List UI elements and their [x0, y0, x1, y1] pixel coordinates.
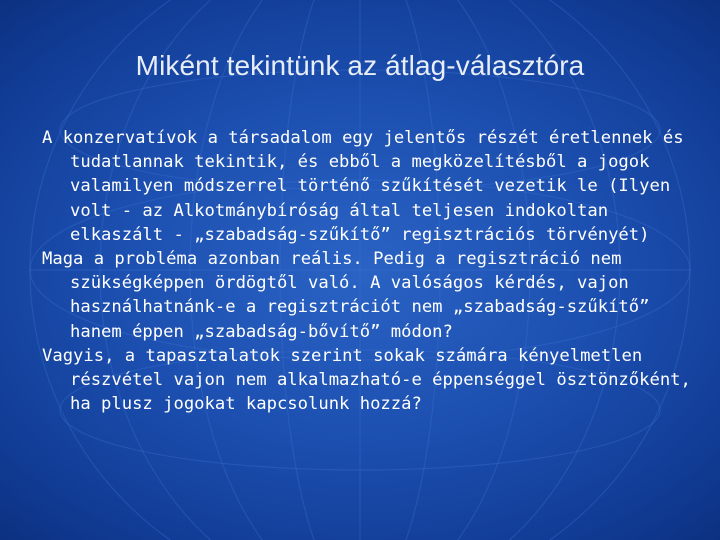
- paragraph-2: Maga a probléma azonban reális. Pedig a regisztráció nem szükségképpen ördögtől való. A valóságos kérdés, vajon használhatnánk-e a regisztrációt nem „szabadság-szűkítő” hanem éppen „szabadság-bővítő” módon?: [42, 249, 650, 342]
- paragraph-3: Vagyis, a tapasztalatok szerint sokak számára kényelmetlen részvétel vajon nem alkalmazható-e éppenséggel ösztönzőként, ha plusz jogokat kapcsolunk hozzá?: [42, 345, 691, 415]
- slide-body: [42, 126, 702, 416]
- paragraph-1: A konzervatívok a társadalom egy jelentős részét éretlennek és tudatlannak tekintik, és ebből a megközelítésből a jogok valamilyen módszerrel történő szűkítését vezetik le (Ilyen volt - az Alkotmánybíróság által teljesen indokoltan elkaszált - „szabadság-szűkítő” regisztrációs törvényét): [42, 128, 684, 245]
- slide-title: Miként tekintünk az átlag-választóra: [135, 50, 585, 81]
